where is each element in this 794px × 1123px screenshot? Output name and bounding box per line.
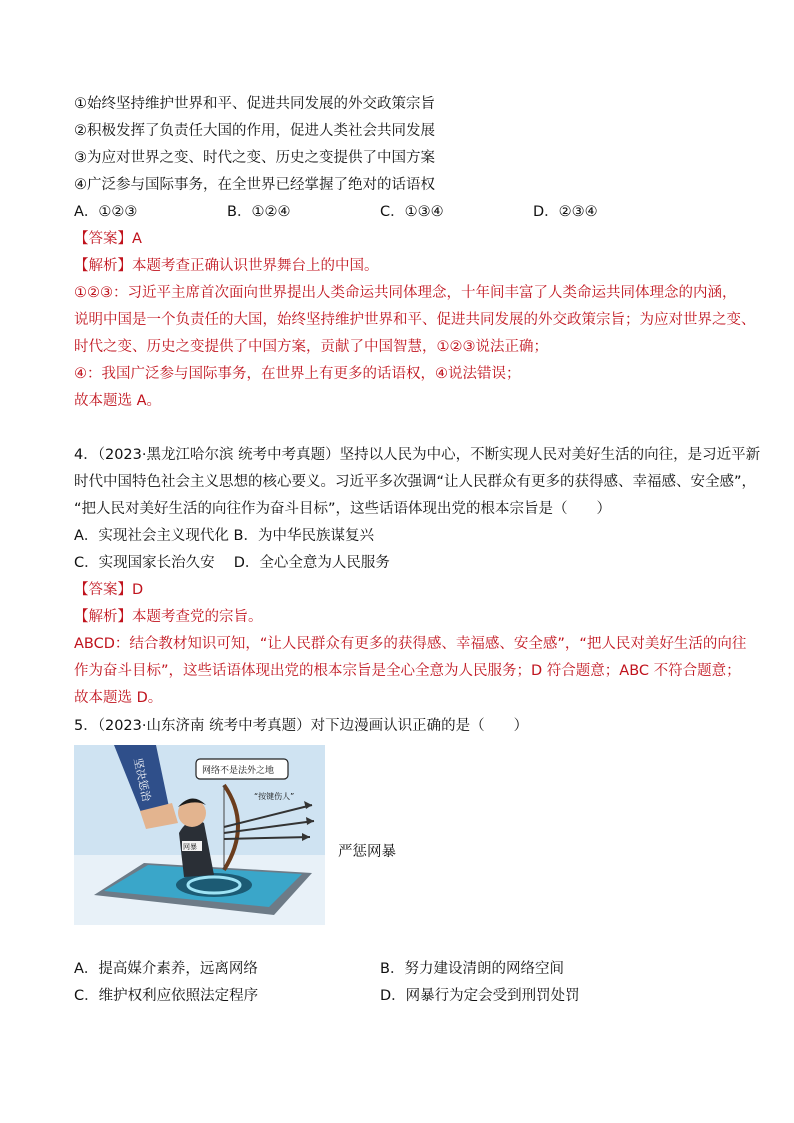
q5-option-a: A．提高媒介素养，远离网络 [74,961,258,977]
comic-caption: 严惩网暴 [338,844,396,860]
q3-answer [74,229,142,249]
q3-statement-4: ④广泛参与国际事务，在全世界已经掌握了绝对的话语权 [74,177,435,193]
q3-option-b: B．①②④ [227,204,291,220]
q3-analysis-line-3: 时代之变、历史之变提供了中国方案，贡献了中国智慧，①②③说法正确； [74,339,548,355]
shirt-label: 网暴 [183,843,197,851]
q3-analysis-line-4: ④：我国广泛参与国际事务，在世界上有更多的话语权，④说法错误； [74,366,521,382]
q3-option-d: D．②③④ [533,204,598,220]
bubble-text: 网络不是法外之地 [202,766,275,776]
analysis-tag: 【解析】 [74,609,132,625]
arrow-label: “按键伤人” [254,792,295,801]
comic-illustration [74,745,325,925]
q3-conclusion: 故本题选 A。 [74,393,162,409]
q4-options-line-1: A．实现社会主义现代化 B．为中华民族谋复兴 [74,528,374,544]
q3-option-a: A．①②③ [74,204,138,220]
answer-value: A [132,231,142,247]
answer-tag: 【答案】 [74,231,132,247]
q3-statement-3: ③为应对世界之变、时代之变、历史之变提供了中国方案 [74,150,435,166]
q4-analysis-intro [74,607,263,627]
q4-conclusion: 故本题选 D。 [74,690,163,706]
q4-stem-line-2: 时代中国特色社会主义思想的核心要义。习近平多次强调“让人民群众有更多的获得感、幸福感、安全感”， [74,474,757,490]
q4-answer [74,580,143,600]
q3-analysis-intro [74,256,379,276]
q3-option-c: C．①③④ [380,204,444,220]
analysis-tag: 【解析】 [74,258,132,274]
q4-options-line-2: C．实现国家长治久安 D．全心全意为人民服务 [74,555,390,571]
speech-bubble [196,759,288,779]
q3-statement-1: ①始终坚持维护世界和平、促进共同发展的外交政策宗旨 [74,96,435,112]
q4-analysis-line-1: ABCD：结合教材知识可知，“让人民群众有更多的获得感、幸福感、安全感”，“把人民对美好生活的向往 [74,636,747,652]
q5-option-d: D．网暴行为定会受到刑罚处罚 [380,988,580,1004]
q4-analysis-line-2: 作为奋斗目标”，这些话语体现出党的根本宗旨是全心全意为人民服务；D 符合题意；ABC 不符合题意； [74,663,741,679]
q5-stem: 5．（2023·山东济南 统考中考真题）对下边漫画认识正确的是（ ） [74,718,529,734]
analysis-intro: 本题考查党的宗旨。 [132,609,263,625]
analysis-intro: 本题考查正确认识世界舞台上的中国。 [132,258,379,274]
q4-stem-line-1: 4．（2023·黑龙江哈尔滨 统考中考真题）坚持以人民为中心，不断实现人民对美好生活的向往，是习近平新 [74,447,761,463]
q3-analysis-line-1: ①②③：习近平主席首次面向世界提出人类命运共同体理念，十年间丰富了人类命运共同体理念的内涵， [74,285,737,301]
answer-value: D [132,582,144,598]
q3-statement-2: ②积极发挥了负责任大国的作用，促进人类社会共同发展 [74,123,435,139]
q5-option-b: B．努力建设清朗的网络空间 [380,961,564,977]
answer-tag: 【答案】 [74,582,132,598]
sleeve-text: 坚决惩治 [131,756,153,803]
q4-stem-line-3: “把人民对美好生活的向往作为奋斗目标”，这些话语体现出党的根本宗旨是（ ） [74,501,612,517]
q3-analysis-line-2: 说明中国是一个负责任的大国，始终坚持维护世界和平、促进共同发展的外交政策宗旨；为应对世界之变、 [74,312,756,328]
q5-option-c: C．维护权利应依照法定程序 [74,988,259,1004]
